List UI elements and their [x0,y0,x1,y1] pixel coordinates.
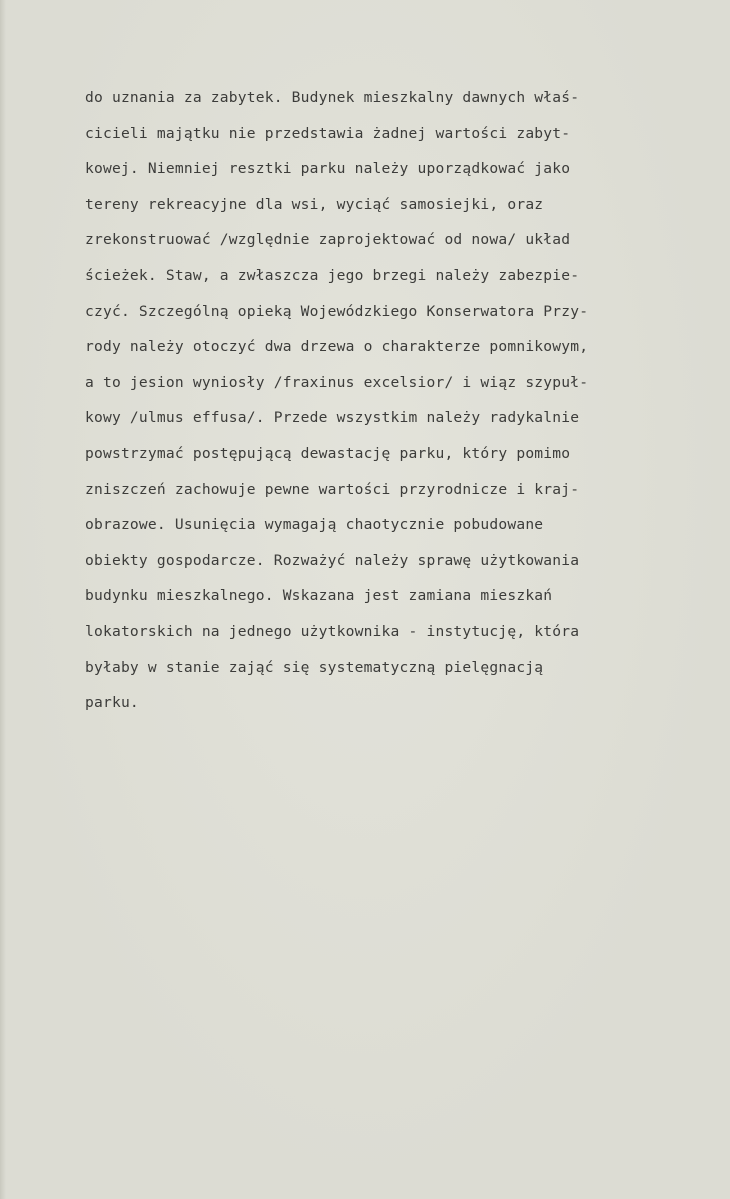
text-line-13: obrazowe. Usunięcia wymagają chaotycznie pobudowane [85,516,544,534]
text-line-7: czyć. Szczególną opieką Wojewódzkiego Konserwatora Przy- [85,302,589,320]
page-edge-shadow [0,0,6,1199]
text-line-17: byłaby w stanie zająć się systematyczną pielęgnacją [85,658,544,676]
text-line-2: cicieli majątku nie przedstawia żadnej wartości zabyt- [85,124,571,142]
text-line-18: parku. [85,694,139,712]
text-line-16: lokatorskich na jednego użytkownika - instytucję, która [85,622,580,640]
text-line-6: ścieżek. Staw, a zwłaszcza jego brzegi należy zabezpie- [85,266,580,284]
text-line-15: budynku mieszkalnego. Wskazana jest zamiana mieszkań [85,587,553,605]
text-line-14: obiekty gospodarcze. Rozważyć należy sprawę użytkowania [85,551,580,569]
text-line-3: kowej. Niemniej resztki parku należy uporządkować jako [85,160,571,178]
text-line-5: zrekonstruować /względnie zaprojektować od nowa/ układ [85,231,571,249]
text-line-11: powstrzymać postępującą dewastację parku, który pomimo [85,444,571,462]
text-line-8: rody należy otoczyć dwa drzewa o charakterze pomnikowym, [85,338,589,356]
text-line-12: zniszczeń zachowuje pewne wartości przyrodnicze i kraj- [85,480,580,498]
text-line-9: a to jesion wyniosły /fraxinus excelsior/ i wiąz szypuł- [85,373,589,391]
text-line-4: tereny rekreacyjne dla wsi, wyciąć samosiejki, oraz [85,195,544,213]
typewritten-text-block [85,80,685,721]
text-line-1: do uznania za zabytek. Budynek mieszkalny dawnych właś- [85,89,580,106]
text-line-10: kowy /ulmus effusa/. Przede wszystkim należy radykalnie [85,409,580,427]
